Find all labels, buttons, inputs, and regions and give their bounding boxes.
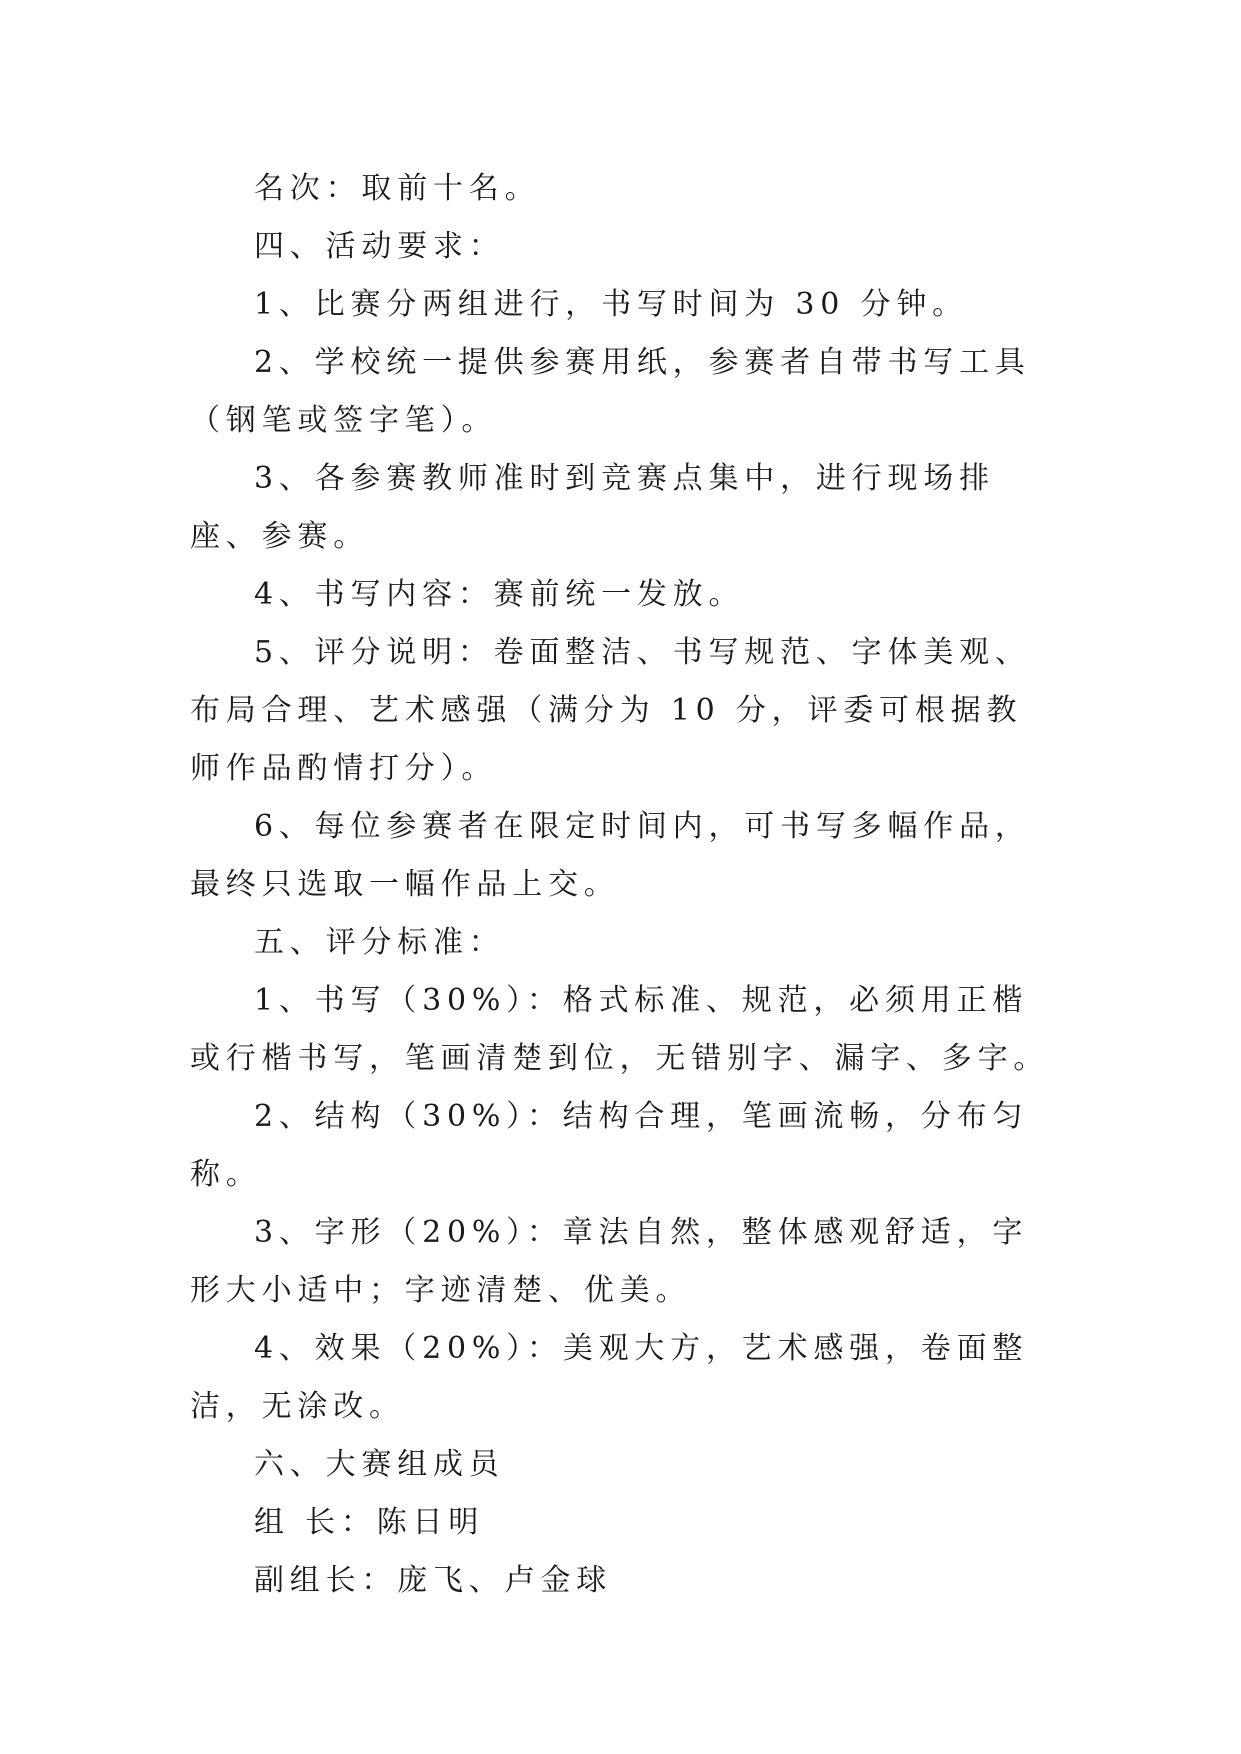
paragraph-ranking: 名次：取前十名。 [254,171,541,206]
requirement-item-5: 5、评分说明：卷面整洁、书写规范、字体美观、布局合理、艺术感强（满分为 10 分，评委可根据教师作品酌情打分）。 [190,635,1031,786]
document-body [190,160,1050,1610]
requirement-item-2: 2、学校统一提供参赛用纸，参赛者自带书写工具（钢笔或签字笔）。 [190,345,1031,438]
requirement-item-3: 3、各参赛教师准时到竞赛点集中，进行现场排座、参赛。 [190,461,995,554]
heading-activity-requirements: 四、活动要求： [254,229,505,264]
requirement-item-1: 1、比赛分两组进行，书写时间为 30 分钟。 [254,287,968,322]
criteria-item-3: 3、字形（20%）：章法自然，整体感观舒适，字形大小适中；字迹清楚、优美。 [190,1215,1029,1308]
criteria-item-2: 2、结构（30%）：结构合理，笔画流畅，分布匀称。 [190,1099,1029,1192]
requirement-item-4: 4、书写内容：赛前统一发放。 [254,577,745,612]
committee-deputy-leaders: 副组长：庞飞、卢金球 [254,1563,612,1598]
criteria-item-1: 1、书写（30%）：格式标准、规范，必须用正楷或行楷书写，笔画清楚到位，无错别字、漏字、多字。 [190,983,1050,1076]
requirement-item-6: 6、每位参赛者在限定时间内，可书写多幅作品，最终只选取一幅作品上交。 [190,809,1031,902]
committee-leader: 组 长：陈日明 [254,1505,485,1540]
heading-committee-members: 六、大赛组成员 [254,1447,505,1482]
heading-scoring-criteria: 五、评分标准： [254,925,505,960]
criteria-item-4: 4、效果（20%）：美观大方，艺术感强，卷面整洁，无涂改。 [190,1331,1029,1424]
